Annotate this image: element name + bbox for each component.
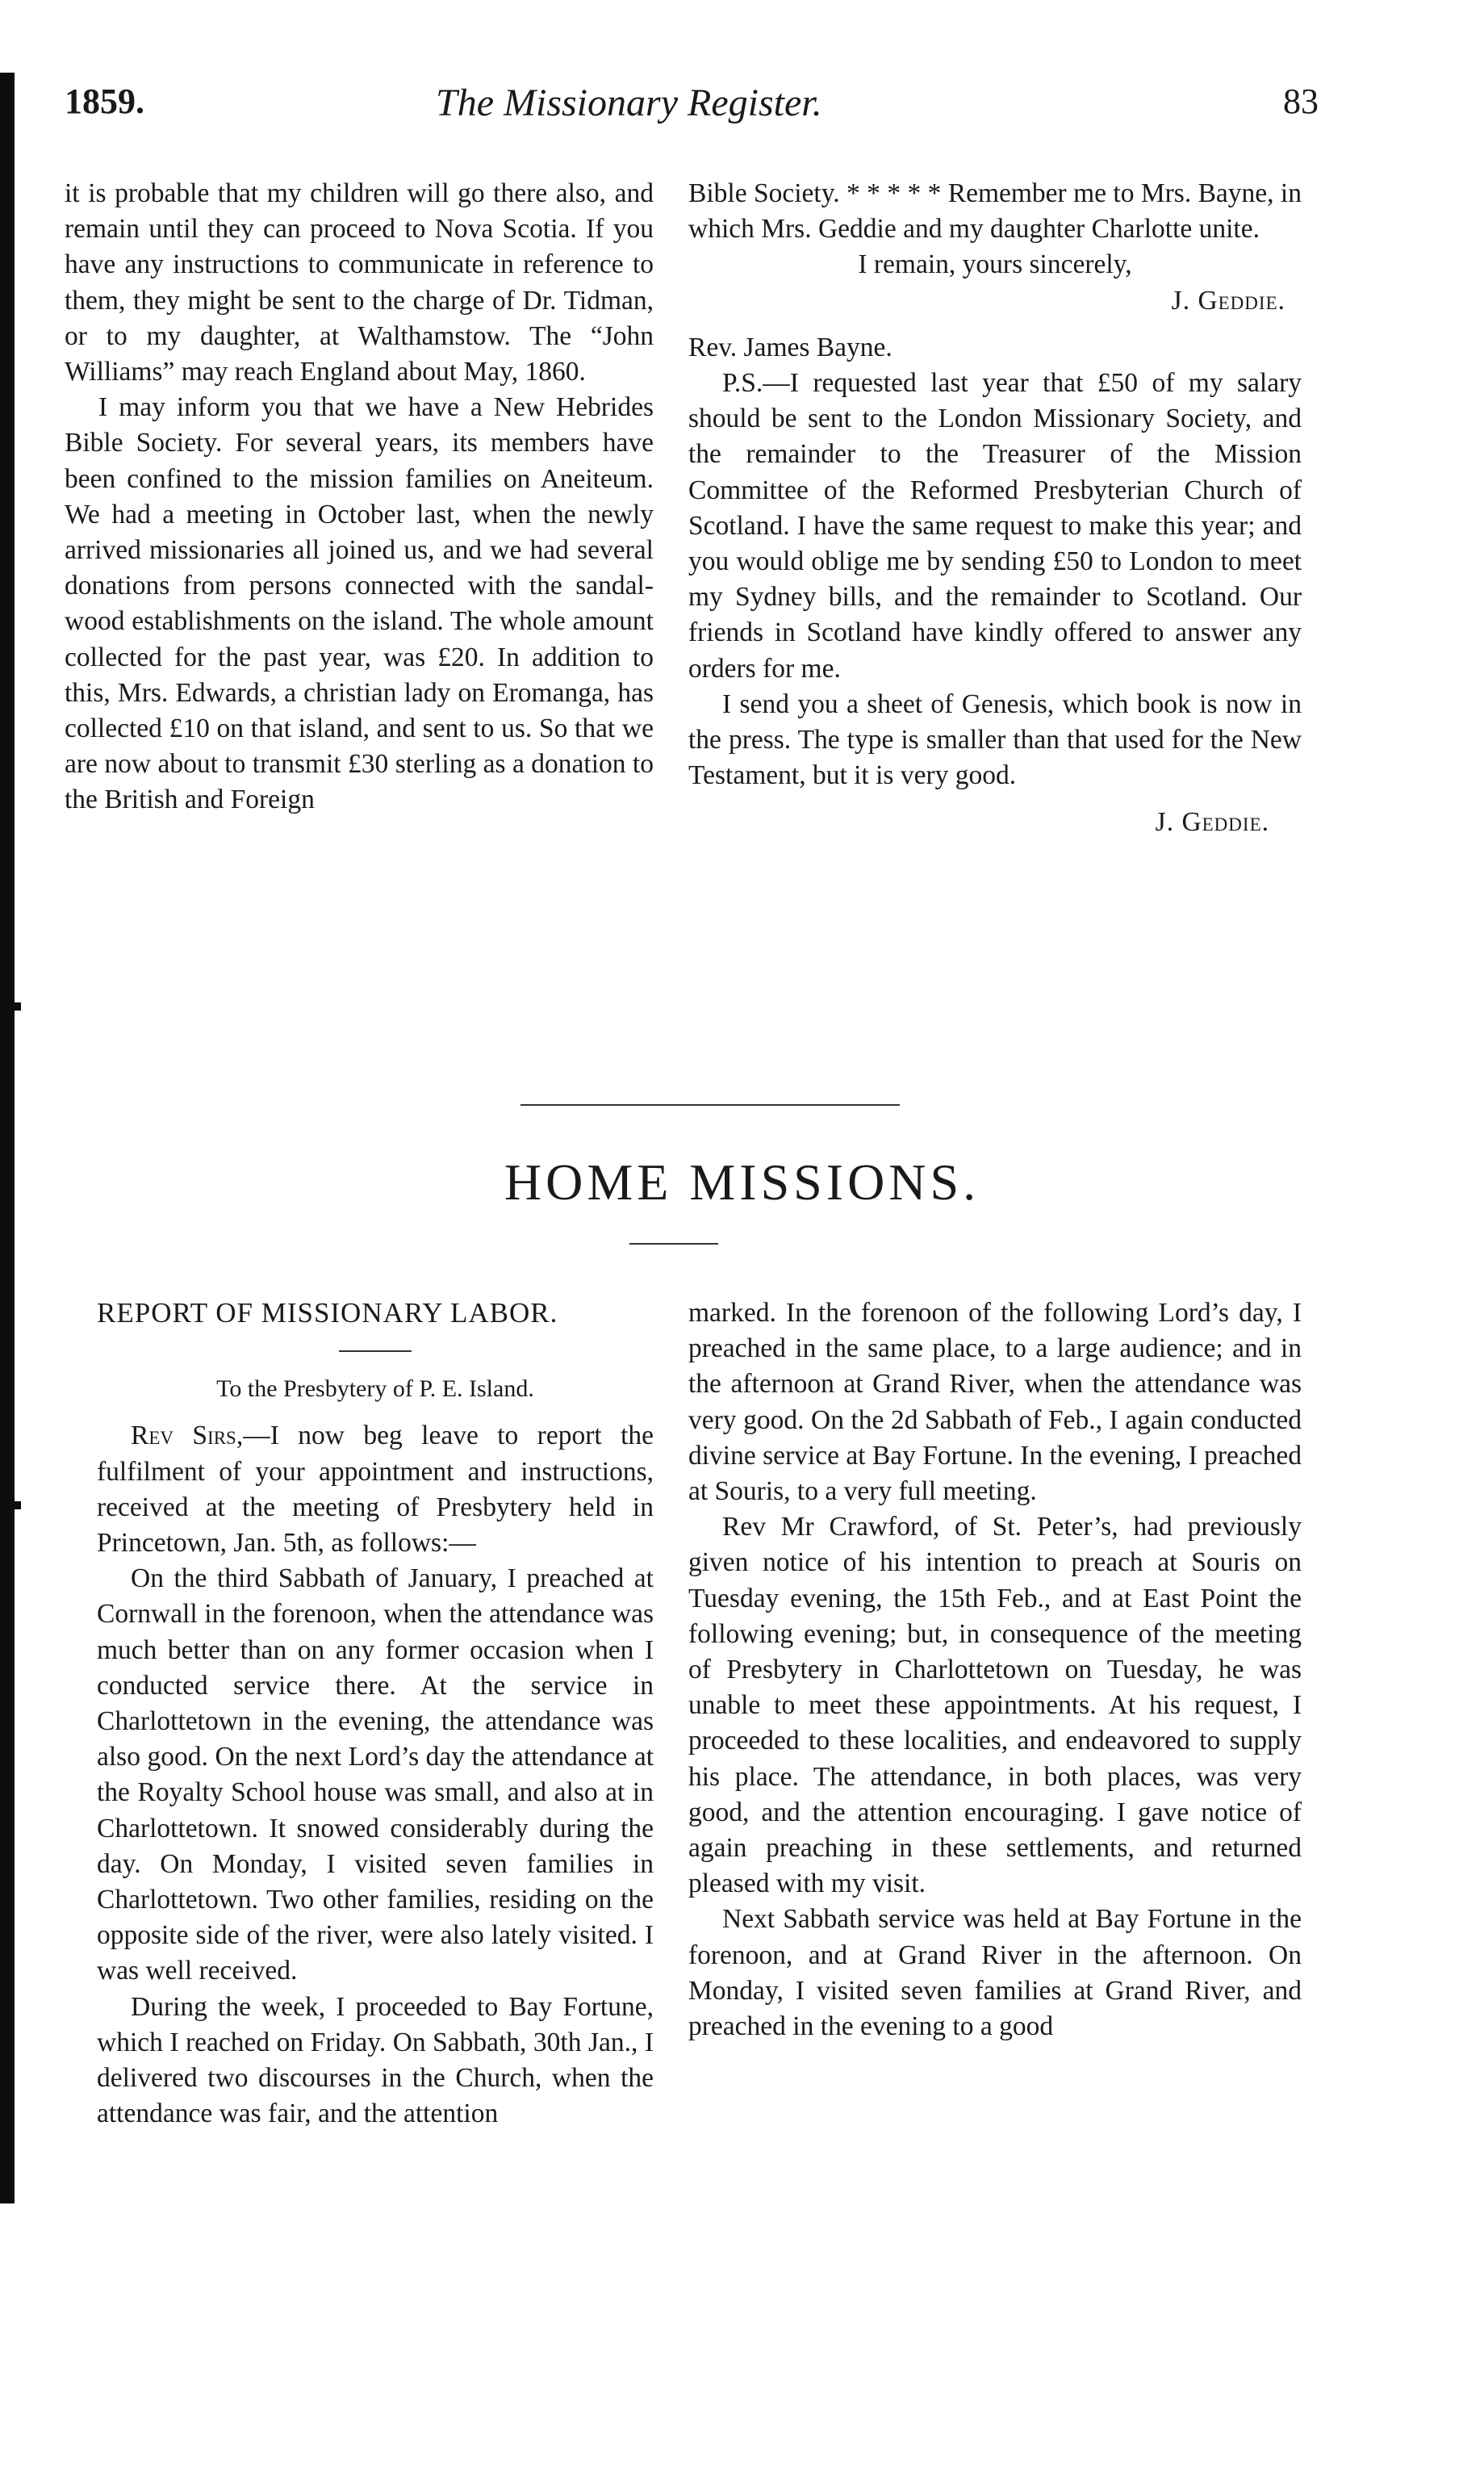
binding-notch	[0, 1501, 21, 1509]
letter-addressee: Rev. James Bayne.	[688, 332, 892, 362]
report-paragraph: During the week, I proceeded to Bay Fortune, which I reached on Friday. On Sabbath, 30th Jan., I delivered two discourses in the Church, when the attendance was fair, and the attention	[97, 1991, 654, 2129]
letter-postscript: P.S.—I requested last year that £50 of my salary should be sent to the London Missionary Society, and the remainder to the Treasurer of the Mission Committee of the Reformed Presbyterian Church of Scotland. I have the same request to make this year; and you would oblige me by sending £50 to London to meet my Sydney bills, and the remainder to Scotland. Our friends in Scotland have kindly offered to answer any orders for me.	[688, 368, 1302, 684]
letter-closing: I remain, yours sincerely,	[858, 249, 1132, 280]
section-title: HOME MISSIONS.	[504, 1153, 980, 1211]
binding-edge	[0, 73, 15, 2203]
letter-right-column	[688, 176, 1302, 841]
report-paragraph: marked. In the forenoon of the following Lord’s day, I preached in the same place, to a large audience; and in the afternoon at Grand River, when the attendance was very good. On the 2d Sabbath of Feb., I again conducted divine service at Bay Fortune. In the evening, I preached at Souris, to a very full meeting.	[688, 1298, 1302, 1507]
letter-signature: J. Geddie.	[1155, 807, 1269, 838]
letter-paragraph: I may inform you that we have a New Hebrides Bible Society. For several years, its members have been confined to the mission families on Aneiteum. We had a meeting in October last, when the newly arrived missionaries all joined us, and we had several donations from persons connected with the sandal-wood establishments on the island. The whole amount collected for the past year, was £20. In addition to this, Mrs. Edwards, a christian lady on Eromanga, has collected £10 on that island, and sent to us. So that we are now about to transmit £30 sterling as a donation to the British and Foreign	[65, 392, 654, 815]
report-addressee: To the Presbytery of P. E. Island.	[216, 1375, 534, 1403]
page-number: 83	[1283, 82, 1319, 121]
report-left-column	[97, 1295, 654, 2132]
letter-paragraph: Bible Society. * * * * * Remember me to Mrs. Bayne, in which Mrs. Geddie and my daughter Charlotte unite.	[688, 178, 1302, 245]
report-paragraph: Rev Mr Crawford, of St. Peter’s, had previously given notice of his intention to preach at Souris on Tuesday evening, the 15th Feb., and at East Point the following evening; but, in consequence of the meeting of Presbytery in Charlottetown on Tuesday, he was unable to meet these appointments. At his request, I proceeded to these localities, and endeavored to supply his place. The attendance, in both places, was very good, and the attention encouraging. I gave notice of again preaching in these settlements, and returned pleased with my visit.	[688, 1512, 1302, 1899]
report-salutation: Rev Sirs,	[131, 1421, 244, 1451]
binding-notch	[0, 1002, 21, 1011]
section-divider	[520, 1104, 900, 1106]
report-paragraph: On the third Sabbath of January, I preached at Cornwall in the forenoon, when the attendance was much better than on any former occasion when I conducted service there. At the service in Charlottetown in the evening, the attendance was also good. On the next Lord’s day the attendance at the Royalty School house was small, and also at in Charlottetown. It snowed considerably during the day. On Monday, I visited seven families in Charlottetown. Two other families, residing on the opposite side of the river, were also lately visited. I was well received.	[97, 1563, 654, 1986]
letter-left-column	[65, 176, 654, 818]
report-paragraph	[97, 1418, 654, 1561]
letter-paragraph: it is probable that my children will go there also, and remain until they can proceed to Nova Scotia. If you have any instructions to communicate in reference to them, they might be sent to the charge of Dr. Tidman, or to my daughter, at Walthamstow. The “John Williams” may reach England about May, 1860.	[65, 178, 654, 387]
report-paragraph-text: —I now beg leave to report the fulfilment of your appointment and instructions, received at the meeting of Presbytery held in Princetown, Jan. 5th, as follows:—	[97, 1421, 654, 1559]
journal-title: The Missionary Register.	[436, 82, 822, 124]
report-paragraph: Next Sabbath service was held at Bay Fortune in the forenoon, and at Grand River in the afternoon. On Monday, I visited seven families at Grand River, and preached in the evening to a good	[688, 1904, 1302, 2042]
title-underline	[629, 1243, 718, 1245]
report-right-column	[688, 1295, 1302, 2044]
page-year: 1859.	[65, 82, 144, 121]
letter-postscript: I send you a sheet of Genesis, which book is now in the press. The type is smaller than that used for the New Testament, but it is very good.	[688, 688, 1302, 791]
report-title: REPORT OF MISSIONARY LABOR.	[97, 1297, 558, 1329]
letter-signature: J. Geddie.	[1171, 285, 1285, 316]
page-header	[0, 81, 1484, 145]
report-title-rule	[339, 1350, 412, 1352]
